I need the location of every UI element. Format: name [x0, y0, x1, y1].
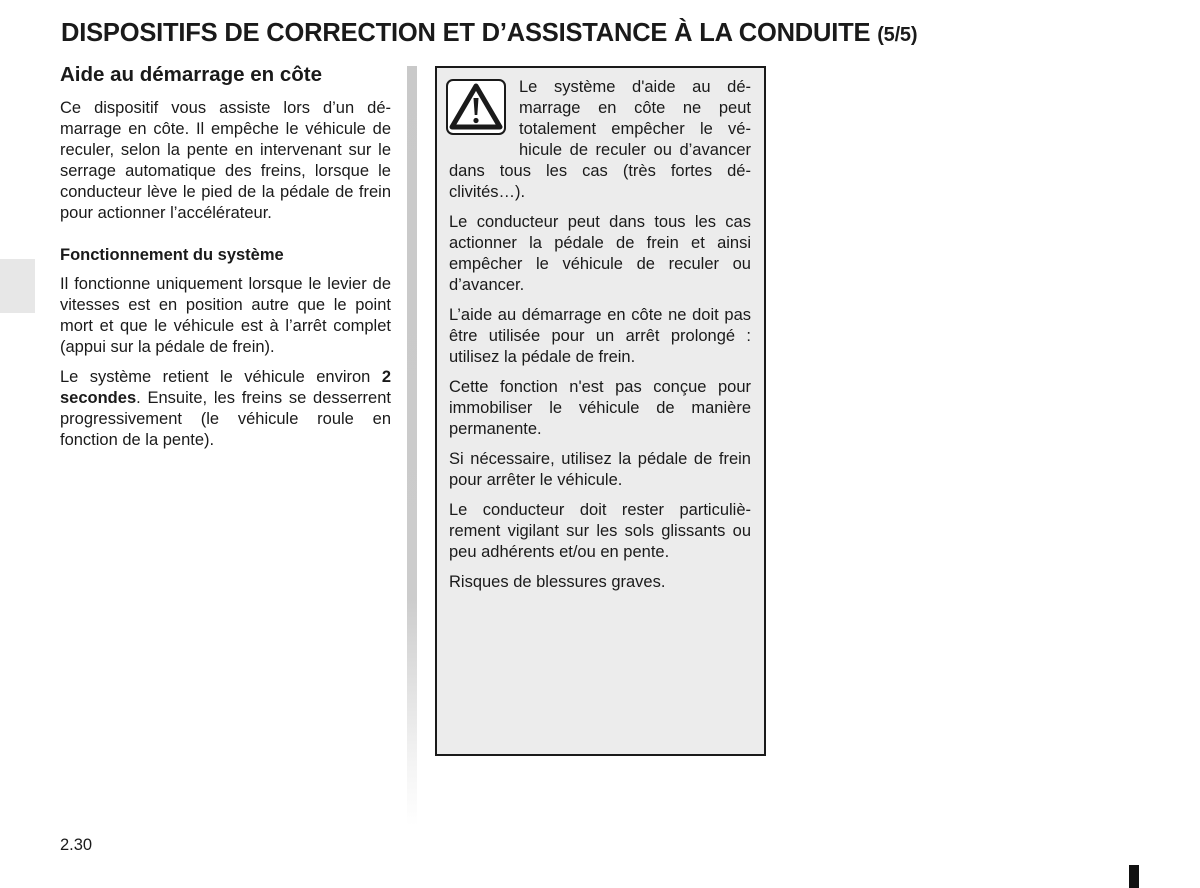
column-gutter-bar [407, 66, 417, 826]
page-edge-marker [1129, 865, 1139, 888]
warning-paragraph: Risques de blessures graves. [449, 573, 666, 591]
left-column [60, 62, 391, 460]
section-heading: Aide au démarrage en côte [60, 63, 323, 86]
operation-paragraph: Il fonctionne uniquement lorsque le levier de vitesses est en position autre que le point mort et que le véhicule est à l’arrêt complet (appui sur la pédale de frein). [60, 275, 391, 356]
warning-paragraph: Le conducteur doit rester particulièrement vigilant sur les sols glissants ou peu adhérents et/ou en pente. [449, 501, 751, 561]
warning-paragraph: Si nécessaire, utilisez la pédale de frein pour arrêter le véhicule. [449, 450, 751, 489]
page-title [61, 19, 917, 48]
warning-paragraph: Le système d'aide au démarrage en côte ne peut totalement empêcher le véhicule de reculer ou d’avancer dans tous les cas (très fortes déclivités…). [449, 78, 751, 201]
warning-paragraph: L’aide au démarrage en côte ne doit pas être utilisée pour un arrêt prolongé : utilisez la pédale de frein. [449, 306, 751, 366]
warning-paragraph: Cette fonction n'est pas conçue pour immobiliser le véhicule de manière permanente. [449, 378, 751, 438]
operation-subheading: Fonctionnement du système [60, 246, 284, 264]
page-title-text: DISPOSITIFS DE CORRECTION ET D’ASSISTANCE À LA CONDUITE [61, 19, 871, 47]
warning-text [449, 77, 751, 602]
warning-box [435, 66, 766, 756]
warning-paragraph: Le conducteur peut dans tous les cas actionner la pédale de frein et ainsi empêcher le véhicule de reculer ou d’avancer. [449, 213, 751, 294]
chapter-side-tab [0, 259, 35, 313]
page-number: 2.30 [60, 836, 93, 854]
retention-duration: 2 secondes [60, 368, 391, 407]
retention-text-start: Le système retient le véhicule environ [60, 368, 382, 386]
page-part-indicator: (5/5) [877, 24, 918, 46]
intro-paragraph: Ce dispositif vous assiste lors d’un démarrage en côte. Il empêche le véhicule de reculer, selon la pente en intervenant sur le serrage automatique des freins, lorsque le conducteur lève le pied de la pédale de frein pour actionner l’accélérateur. [60, 99, 391, 222]
retention-text-end: . Ensuite, les freins se desserrent progressivement (le véhicule roule en fonction de la pente). [60, 389, 391, 449]
retention-paragraph [60, 367, 391, 451]
